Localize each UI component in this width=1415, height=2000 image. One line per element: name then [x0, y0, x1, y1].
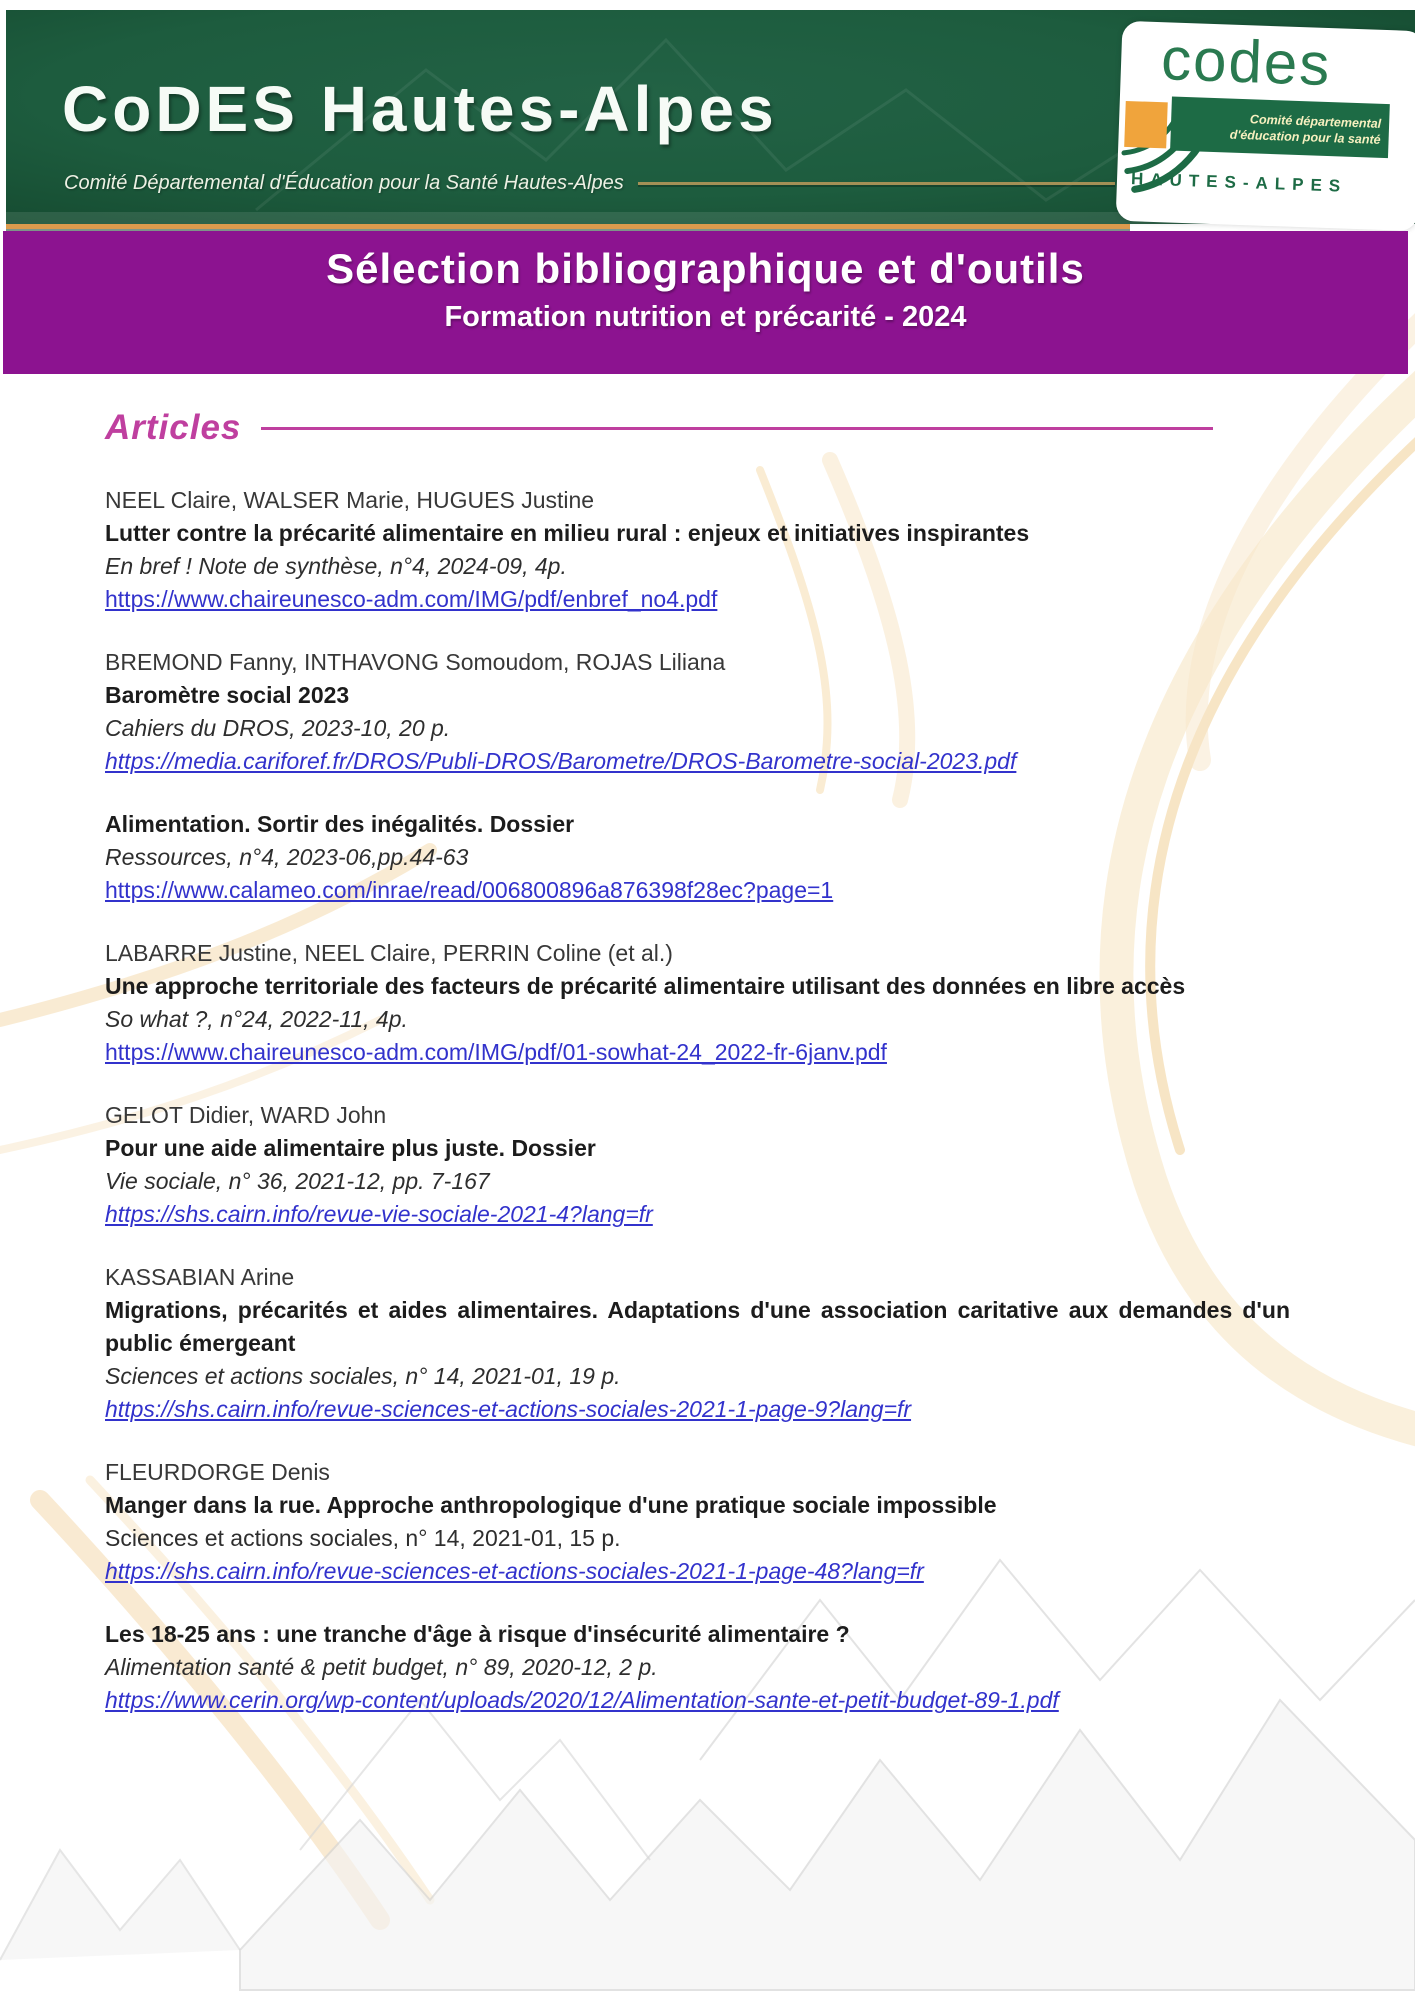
entry-title: Les 18-25 ans : une tranche d'âge à risque d'insécurité alimentaire ?	[105, 1621, 850, 1647]
entry-authors: LABARRE Justine, NEEL Claire, PERRIN Coline (et al.)	[105, 940, 673, 966]
bibliography-entry	[105, 484, 1290, 616]
entry-title: Alimentation. Sortir des inégalités. Dossier	[105, 811, 575, 837]
entry-url-link[interactable]: https://www.cerin.org/wp-content/uploads/2020/12/Alimentation-sante-et-petit-budget-89-1.pdf	[105, 1687, 1059, 1713]
entry-title: Pour une aide alimentaire plus juste. Dossier	[105, 1135, 596, 1161]
bibliography-entry	[105, 808, 1290, 907]
entry-url-link[interactable]: https://www.chaireunesco-adm.com/IMG/pdf/01-sowhat-24_2022-fr-6janv.pdf	[105, 1039, 887, 1065]
entry-url-link[interactable]: https://shs.cairn.info/revue-sciences-et-actions-sociales-2021-1-page-48?lang=fr	[105, 1558, 924, 1584]
bibliography-entry	[105, 1456, 1290, 1588]
entry-source: Ressources, n°4, 2023-06,pp.44-63	[105, 844, 469, 870]
entry-source: So what ?, n°24, 2022-11, 4p.	[105, 1006, 408, 1032]
entry-url-link[interactable]: https://www.chaireunesco-adm.com/IMG/pdf/enbref_no4.pdf	[105, 586, 718, 612]
bibliography-entry	[105, 1618, 1290, 1717]
orange-divider-line	[6, 224, 1130, 229]
header-subtitle: Comité Départemental d'Éducation pour la Santé Hautes-Alpes	[64, 172, 624, 194]
bibliography-entry	[105, 1099, 1290, 1231]
main-content	[105, 408, 1290, 1747]
title-banner	[3, 231, 1408, 374]
logo-brand-text: codes	[1160, 25, 1333, 99]
entry-url-link[interactable]: https://shs.cairn.info/revue-vie-sociale-2021-4?lang=fr	[105, 1201, 653, 1227]
bibliography-entry	[105, 937, 1290, 1069]
logo-orange-square	[1124, 101, 1168, 148]
entry-title: Une approche territoriale des facteurs de précarité alimentaire utilisant des données en libre accès	[105, 973, 1186, 999]
entry-url-link[interactable]: https://media.cariforef.fr/DROS/Publi-DROS/Barometre/DROS-Barometre-social-2023.pdf	[105, 748, 1017, 774]
logo-tagline-line2: d'éducation pour la santé	[1229, 127, 1381, 147]
banner-subtitle: Formation nutrition et précarité - 2024	[444, 301, 967, 333]
entry-source: En bref ! Note de synthèse, n°4, 2024-09, 4p.	[105, 553, 567, 579]
logo-card	[1116, 21, 1415, 231]
entry-url-link[interactable]: https://www.calameo.com/inrae/read/006800896a876398f28ec?page=1	[105, 877, 834, 903]
entry-title: Manger dans la rue. Approche anthropologique d'une pratique sociale impossible	[105, 1492, 997, 1518]
logo-tagline-line1: Comité départemental	[1249, 112, 1382, 131]
entry-title: Lutter contre la précarité alimentaire en milieu rural : enjeux et initiatives inspirantes	[105, 520, 1030, 546]
entry-source: Alimentation santé & petit budget, n° 89, 2020-12, 2 p.	[105, 1654, 658, 1680]
articles-heading: Articles	[105, 408, 242, 447]
banner-title: Sélection bibliographique et d'outils	[326, 245, 1085, 292]
header-title: CoDES Hautes-Alpes	[62, 73, 778, 145]
entry-title: Migrations, précarités et aides alimentaires. Adaptations d'une association caritative aux demandes d'un public émergeant	[105, 1297, 1290, 1356]
entry-title: Baromètre social 2023	[105, 682, 350, 708]
entry-source: Cahiers du DROS, 2023-10, 20 p.	[105, 715, 451, 741]
header-subtitle-row	[64, 172, 1115, 195]
entry-authors: NEEL Claire, WALSER Marie, HUGUES Justine	[105, 487, 595, 513]
entry-authors: KASSABIAN Arine	[105, 1264, 295, 1290]
entry-url-link[interactable]: https://shs.cairn.info/revue-sciences-et-actions-sociales-2021-1-page-9?lang=fr	[105, 1396, 912, 1422]
articles-heading-rule	[261, 427, 1213, 430]
articles-heading-row	[105, 408, 1290, 448]
entry-authors: BREMOND Fanny, INTHAVONG Somoudom, ROJAS Liliana	[105, 649, 726, 675]
logo-tagline-block	[1170, 97, 1390, 159]
entry-authors: GELOT Didier, WARD John	[105, 1102, 387, 1128]
entry-source: Sciences et actions sociales, n° 14, 2021-01, 19 p.	[105, 1363, 621, 1389]
entry-source: Sciences et actions sociales, n° 14, 2021-01, 15 p.	[105, 1525, 621, 1551]
entry-source: Vie sociale, n° 36, 2021-12, pp. 7-167	[105, 1168, 490, 1194]
bibliography-entry	[105, 646, 1290, 778]
articles-list	[105, 484, 1290, 1717]
bibliography-entry	[105, 1261, 1290, 1426]
logo-region-text: HAUTES-ALPES	[1130, 169, 1348, 196]
header-subtitle-rule	[638, 182, 1115, 185]
entry-authors: FLEURDORGE Denis	[105, 1459, 330, 1485]
